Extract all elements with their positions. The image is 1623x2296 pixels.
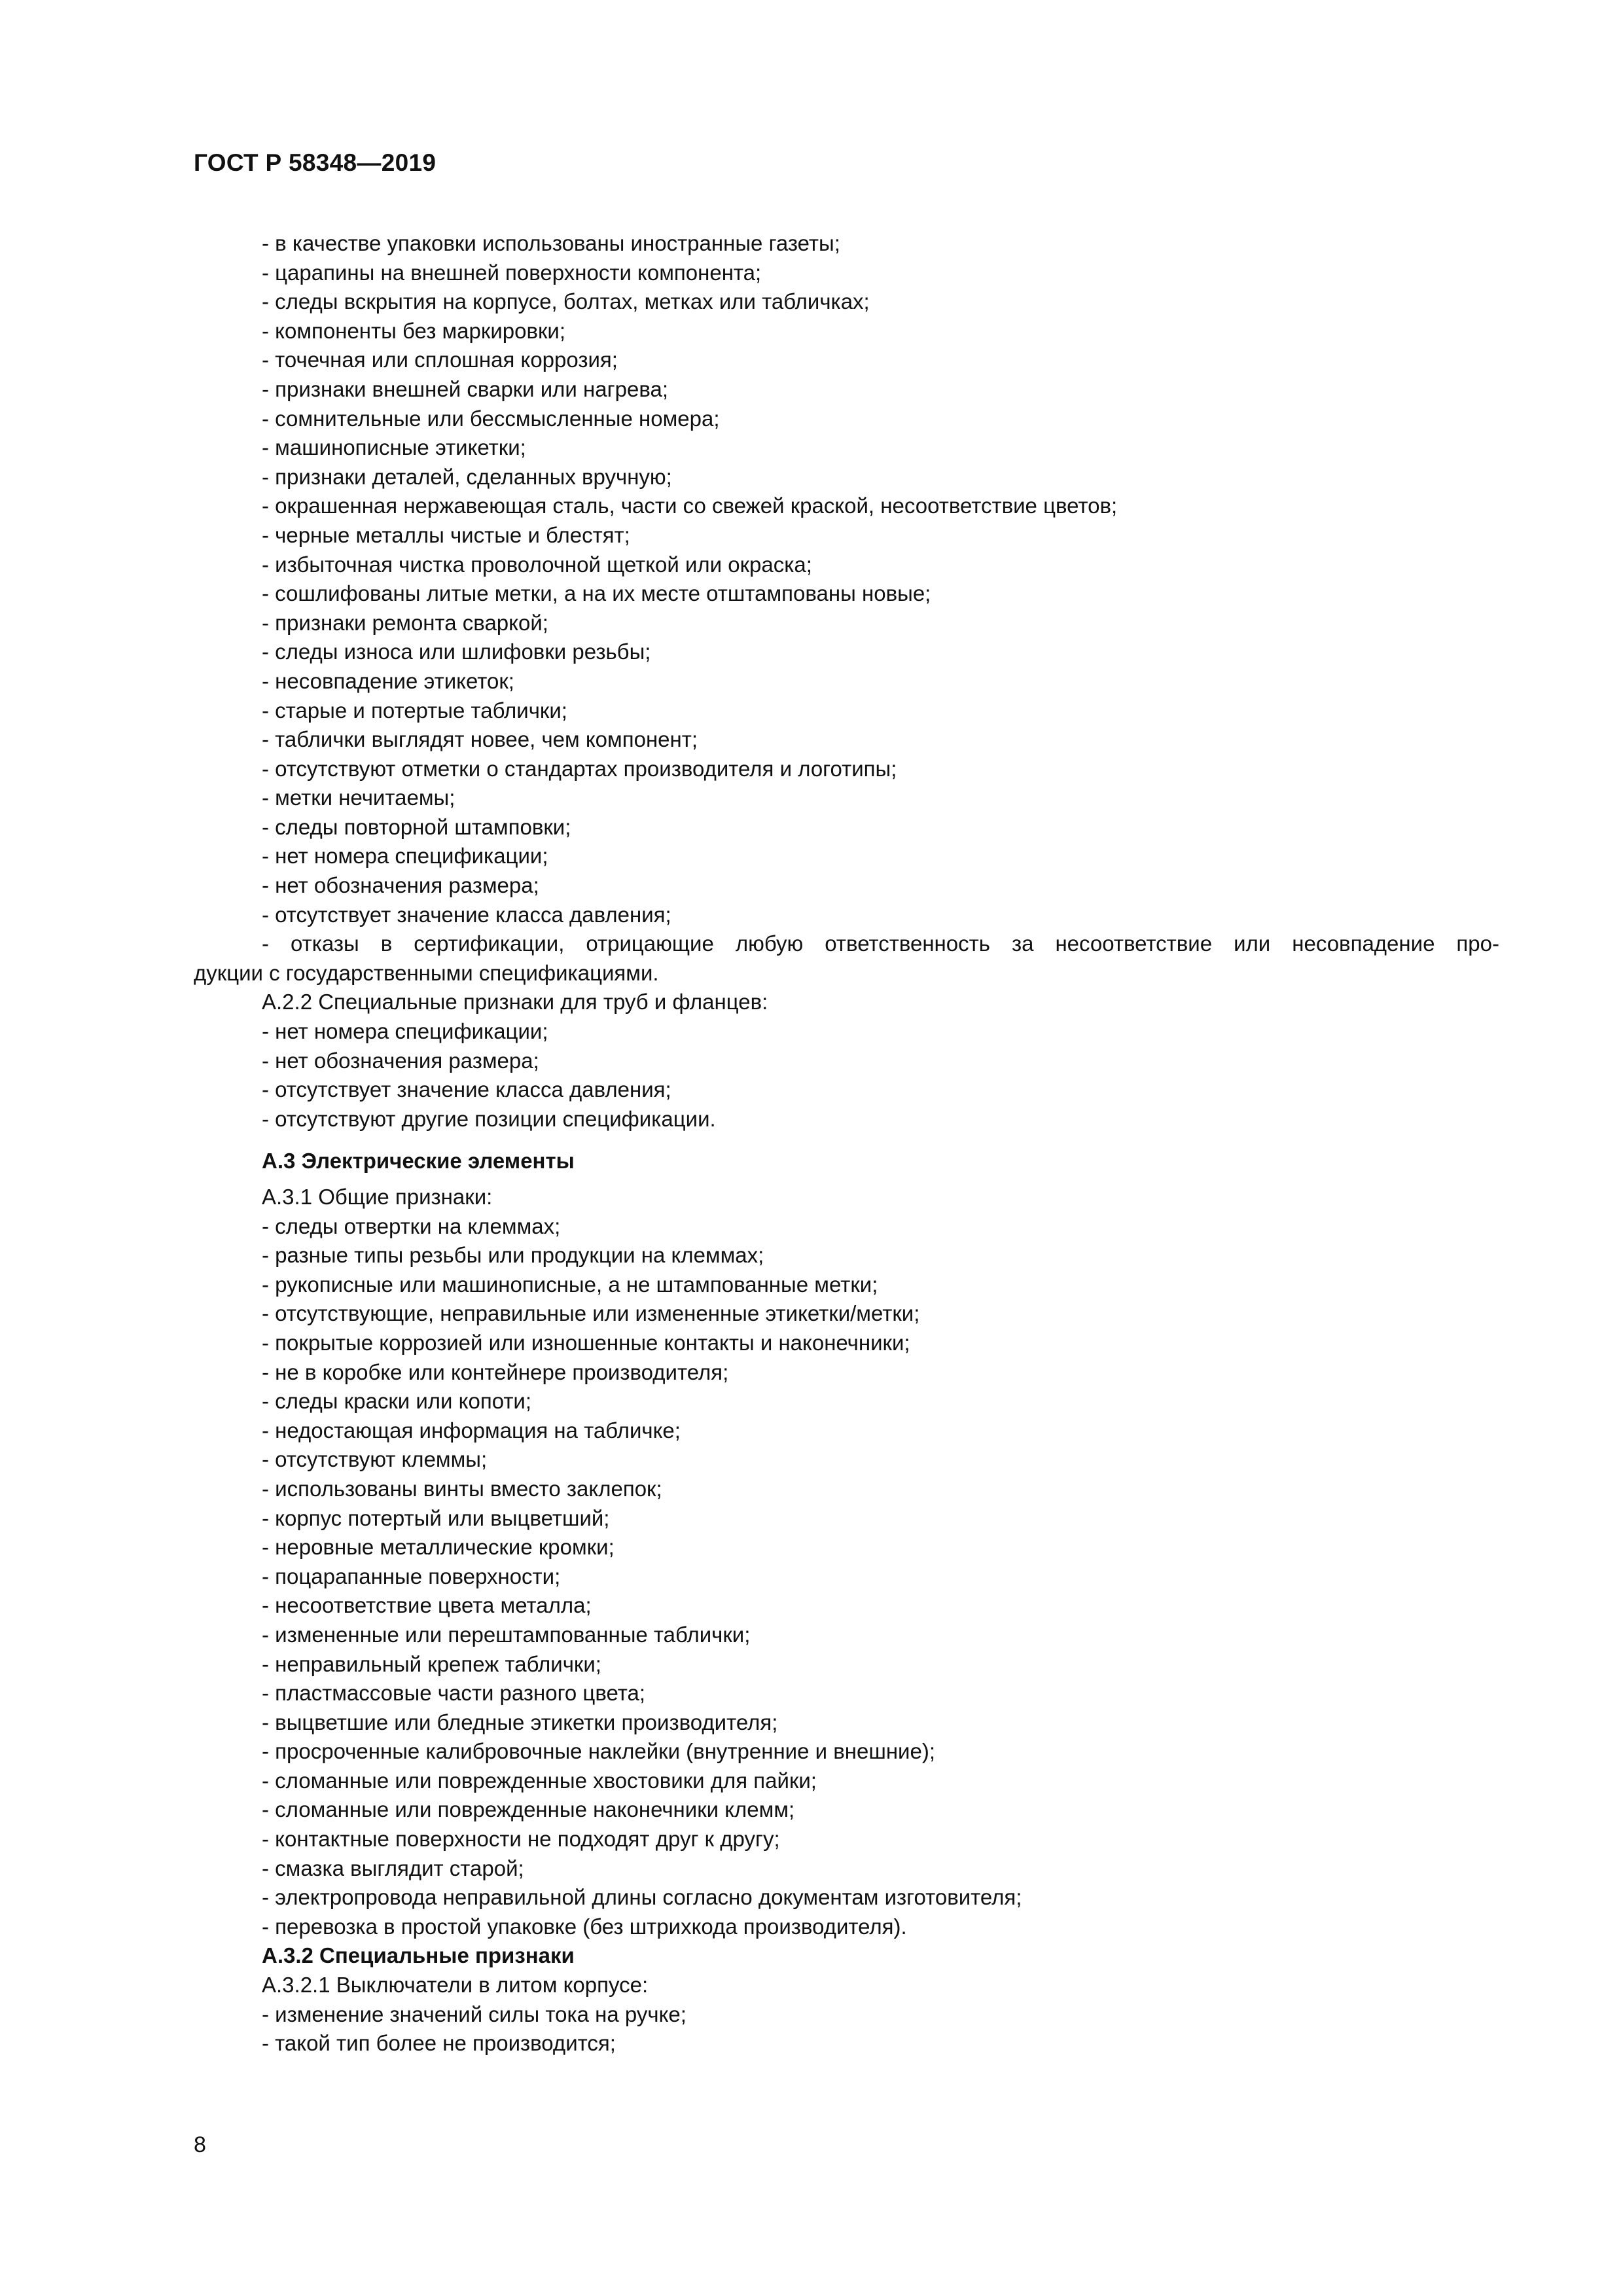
list-item: - сошлифованы литые метки, а на их месте отштампованы новые; [262, 581, 931, 606]
page-body [194, 229, 1499, 2058]
section-a22-title: А.2.2 Специальные признаки для труб и фланцев: [262, 990, 768, 1014]
list-item: - сломанные или поврежденные хвостовики для пайки; [262, 1768, 817, 1793]
list-item: - контактные поверхности не подходят друг к другу; [262, 1827, 780, 1852]
section-a3 [194, 1147, 1499, 2058]
page-number: 8 [194, 2132, 206, 2157]
list-item: - просроченные калибровочные наклейки (внутренние и внешние); [262, 1739, 935, 1764]
list-item: - метки нечитаемы; [262, 785, 455, 810]
list-item: - следы вскрытия на корпусе, болтах, метках или табличках; [262, 289, 870, 314]
list-item-long-line2: дукции с государственными спецификациями. [194, 960, 659, 985]
list-item: - несоответствие цвета металла; [262, 1593, 592, 1618]
list-item: - царапины на внешней поверхности компонента; [262, 260, 762, 285]
list-item: - отсутствуют другие позиции спецификации. [262, 1106, 716, 1131]
list-item: - рукописные или машинописные, а не штампованные метки; [262, 1272, 878, 1297]
list-item-long-line1: - отказы в сертификации, отрицающие любую ответственность за несоответствие или несовпадение про- [262, 931, 1499, 956]
list-item: - признаки внешней сварки или нагрева; [262, 376, 669, 401]
list-item: - корпус потертый или выцветший; [262, 1505, 610, 1530]
list-item: - избыточная чистка проволочной щеткой или окраска; [262, 552, 812, 577]
list-item: - выцветшие или бледные этикетки производителя; [262, 1710, 778, 1734]
list-item: - неровные металлические кромки; [262, 1535, 615, 1560]
list-item: - измененные или перештампованные таблички; [262, 1622, 751, 1647]
list-item: - недостающая информация на табличке; [262, 1418, 681, 1443]
section-a31-title: А.3.1 Общие признаки: [262, 1185, 493, 1209]
list-item: - в качестве упаковки использованы иностранные газеты; [262, 231, 840, 255]
list-item: - перевозка в простой упаковке (без штрихкода производителя). [262, 1914, 907, 1939]
list-item: - отсутствуют клеммы; [262, 1447, 488, 1472]
section-a32-heading: А.3.2 Специальные признаки [262, 1943, 575, 1968]
list-item: - следы износа или шлифовки резьбы; [262, 639, 651, 664]
list-item: - пластмассовые части разного цвета; [262, 1681, 646, 1706]
list-item: - нет обозначения размера; [262, 873, 539, 898]
list-item: - сломанные или поврежденные наконечники клемм; [262, 1797, 795, 1822]
list-item: - следы повторной штамповки; [262, 814, 571, 839]
list-item: - покрытые коррозией или изношенные контакты и наконечники; [262, 1330, 910, 1355]
list-item: - нет обозначения размера; [262, 1048, 539, 1073]
list-item: - смазка выглядит старой; [262, 1856, 524, 1880]
list-item: - машинописные этикетки; [262, 435, 526, 460]
list-item: - окрашенная нержавеющая сталь, части со свежей краской, несоответствие цветов; [262, 493, 1118, 518]
list-item: - отсутствующие, неправильные или измененные этикетки/метки; [262, 1301, 920, 1326]
list-item: - нет номера спецификации; [262, 844, 548, 869]
list-item: - таблички выглядят новее, чем компонент; [262, 727, 698, 752]
list-item: - сомнительные или бессмысленные номера; [262, 406, 720, 431]
list-item: - разные типы резьбы или продукции на клеммах; [262, 1243, 764, 1268]
list-item: - признаки деталей, сделанных вручную; [262, 464, 672, 489]
section-a3-heading: А.3 Электрические элементы [262, 1149, 575, 1174]
signs-list [194, 229, 1499, 988]
list-item: - поцарапанные поверхности; [262, 1564, 561, 1588]
list-item: - неправильный крепеж таблички; [262, 1651, 601, 1676]
list-item: - нет номера спецификации; [262, 1019, 548, 1044]
list-item: - компоненты без маркировки; [262, 318, 566, 343]
section-a321-title: А.3.2.1 Выключатели в литом корпусе: [262, 1973, 649, 1998]
list-item: - электропровода неправильной длины согласно документам изготовителя; [262, 1885, 1022, 1910]
document-code-header: ГОСТ Р 58348—2019 [194, 149, 437, 176]
list-item: - отсутствует значение класса давления; [262, 1077, 671, 1102]
list-item: - несовпадение этикеток; [262, 668, 514, 693]
list-item: - отсутствует значение класса давления; [262, 902, 671, 927]
list-item: - изменение значений силы тока на ручке; [262, 2001, 687, 2026]
list-item: - следы краски или копоти; [262, 1389, 532, 1414]
list-item: - старые и потертые таблички; [262, 698, 567, 723]
section-a22 [194, 988, 1499, 1134]
list-item: - признаки ремонта сваркой; [262, 610, 548, 635]
list-item: - не в коробке или контейнере производителя; [262, 1359, 729, 1384]
list-item: - черные металлы чистые и блестят; [262, 522, 630, 547]
list-item: - следы отвертки на клеммах; [262, 1213, 561, 1238]
list-item: - такой тип более не производится; [262, 2031, 616, 2056]
list-item: - точечная или сплошная коррозия; [262, 348, 618, 372]
list-item: - отсутствуют отметки о стандартах производителя и логотипы; [262, 756, 897, 781]
list-item: - использованы винты вместо заклепок; [262, 1476, 662, 1501]
